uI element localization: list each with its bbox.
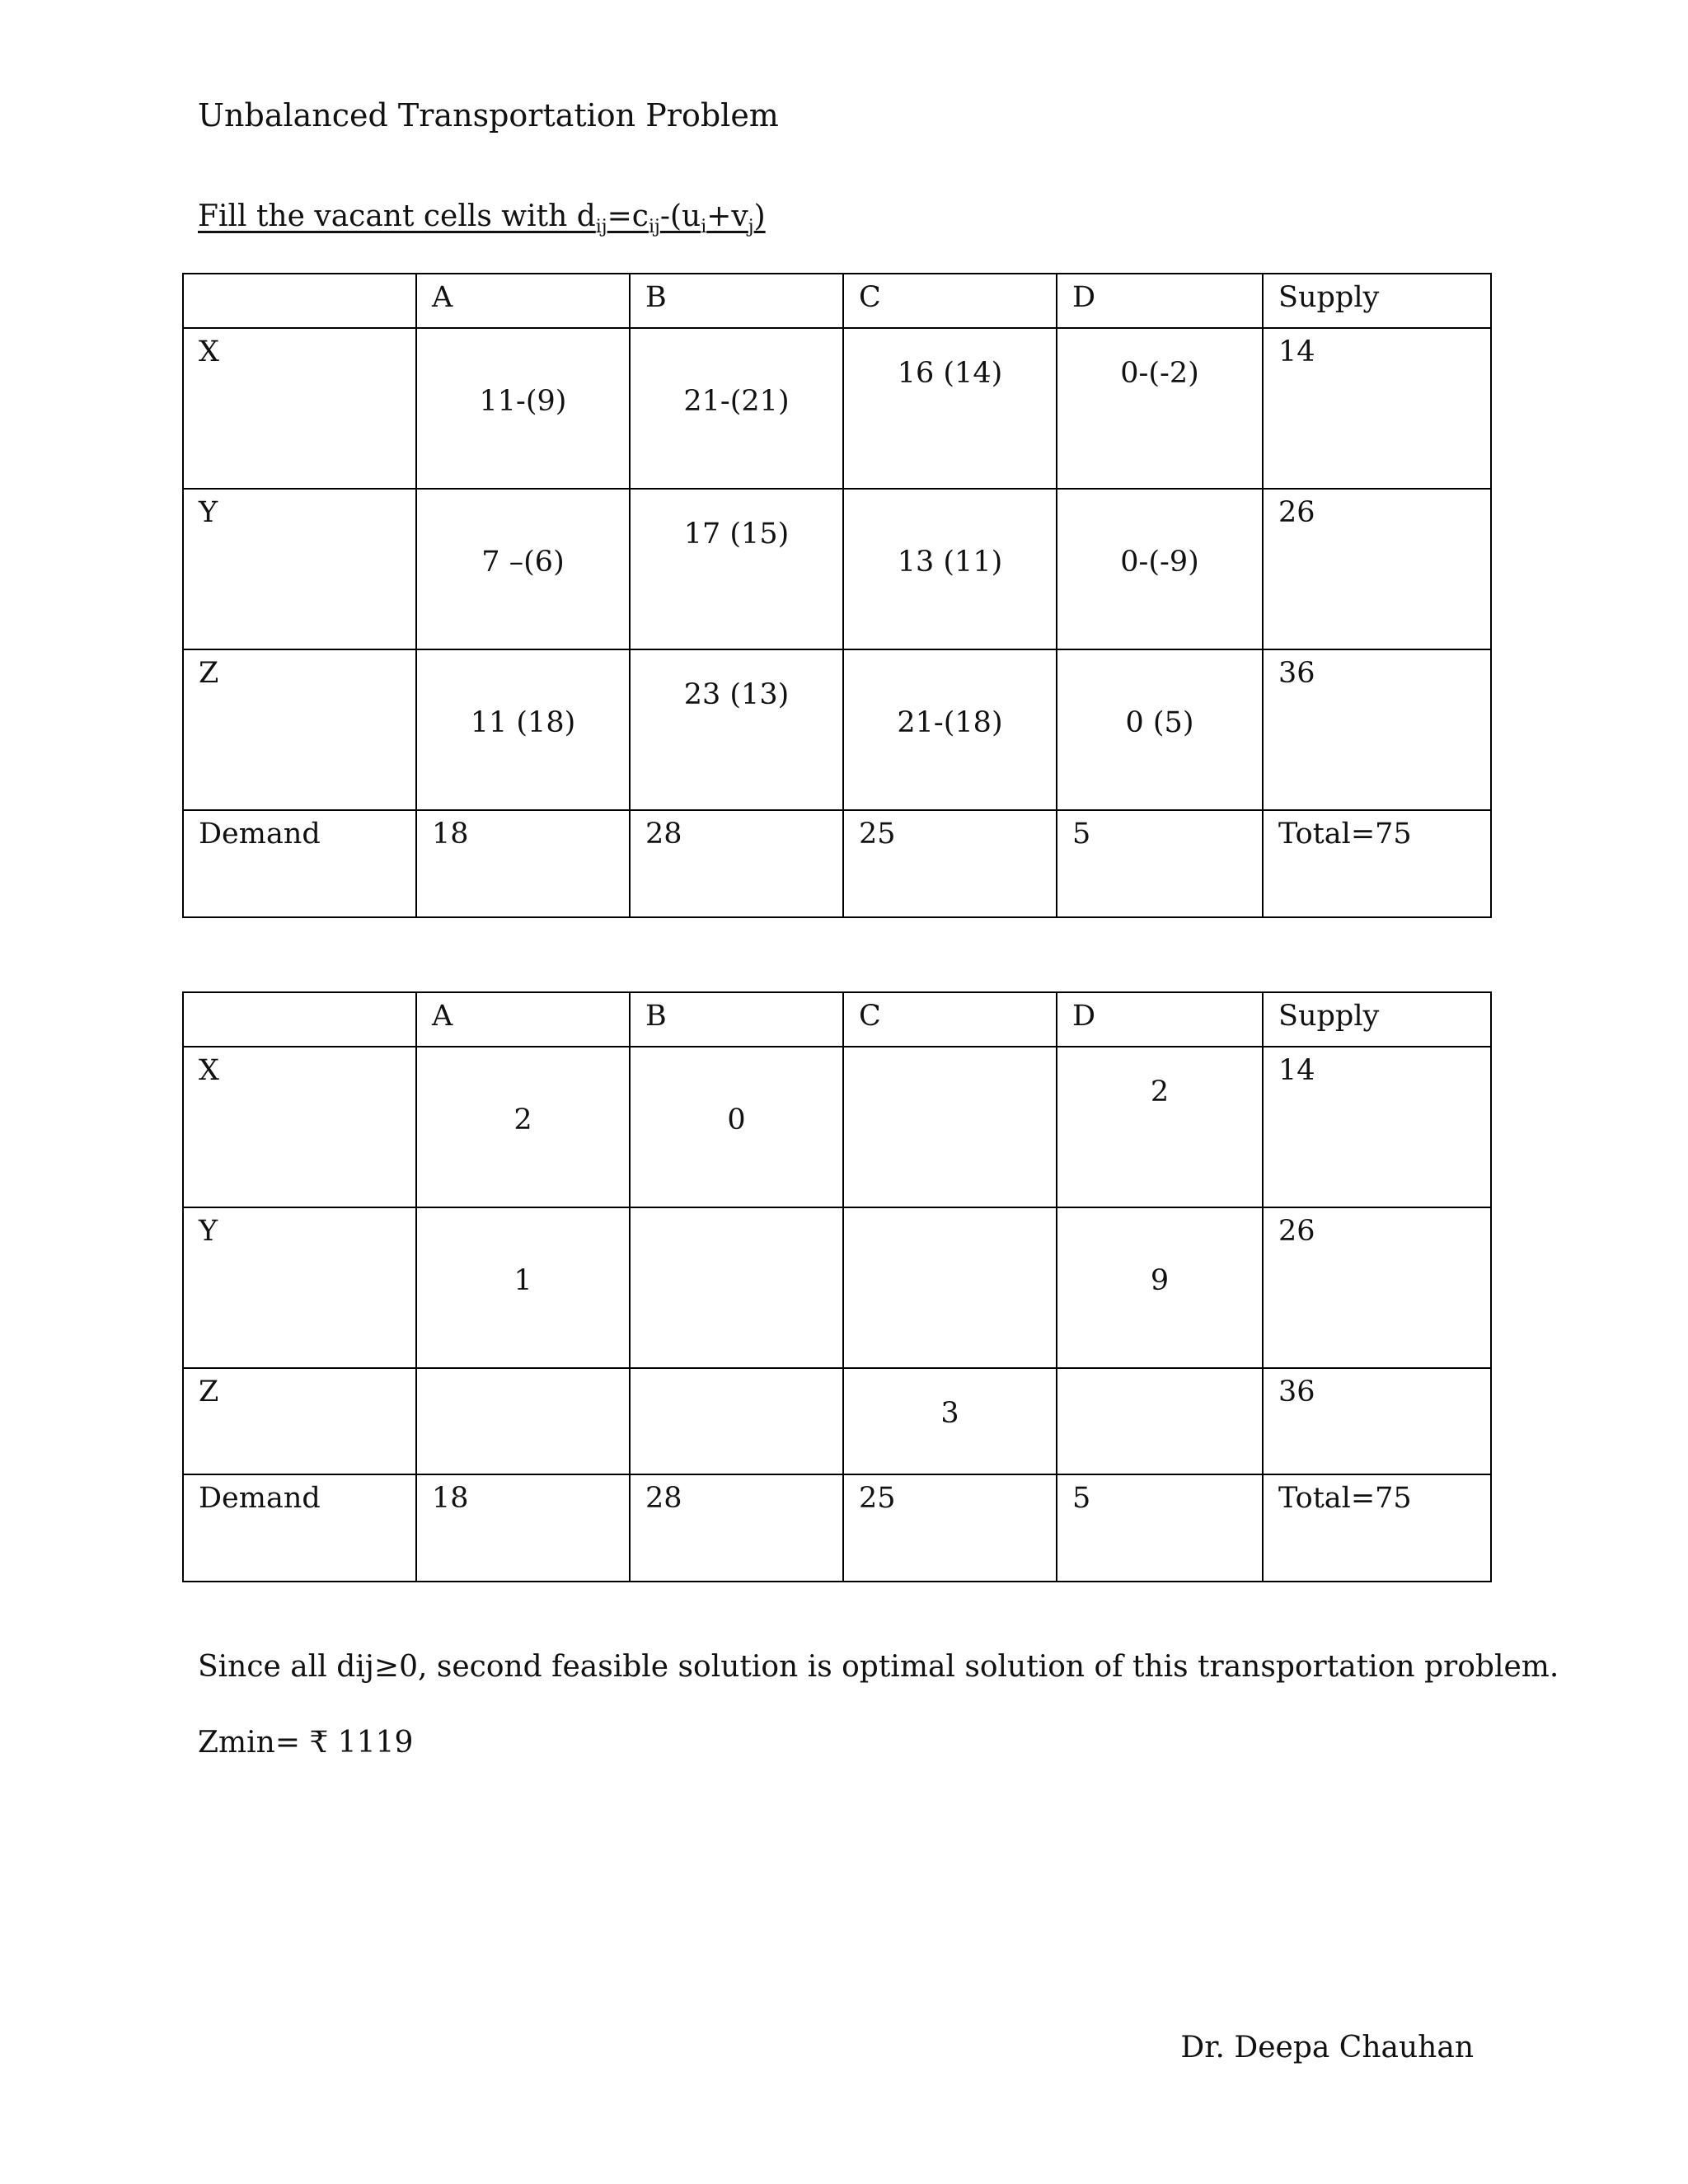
cell-value: 2 <box>513 1104 532 1137</box>
table-initial-solution <box>182 273 1492 918</box>
column-header: Supply <box>1278 281 1380 314</box>
demand-label: Demand <box>199 1482 321 1515</box>
cell-value: 11-(9) <box>479 385 567 418</box>
table-row <box>183 1047 1491 1207</box>
cell-value: 21-(18) <box>897 706 1003 739</box>
supply-value: 36 <box>1278 1376 1315 1408</box>
header-cell <box>416 992 630 1047</box>
cell-value: 2 <box>1150 1076 1170 1108</box>
zmin-result: Zmin= ₹ 1119 <box>198 1726 414 1760</box>
column-header: Supply <box>1278 1000 1380 1033</box>
supply-value: 26 <box>1278 496 1315 529</box>
row-label: Z <box>199 657 219 690</box>
cell-value: 1 <box>513 1264 532 1297</box>
total-value: Total=75 <box>1278 818 1412 851</box>
demand-row <box>183 1474 1491 1582</box>
cell-value: 7 –(6) <box>481 546 565 579</box>
supply-value: 14 <box>1278 335 1315 368</box>
total-value: Total=75 <box>1278 1482 1412 1515</box>
column-header: D <box>1072 281 1096 314</box>
demand-value: 28 <box>645 818 682 851</box>
row-label: Y <box>199 496 218 529</box>
supply-value: 26 <box>1278 1215 1315 1248</box>
page-title: Unbalanced Transportation Problem <box>198 97 779 134</box>
corner-cell <box>183 274 416 328</box>
demand-value: 28 <box>645 1482 682 1515</box>
cell-value: 13 (11) <box>897 546 1003 579</box>
row-label: X <box>199 1054 219 1087</box>
cell-value: 0 (5) <box>1125 706 1194 739</box>
table-row <box>183 489 1491 649</box>
table-header-row <box>183 992 1491 1047</box>
instruction: Fill the vacant cells with $d_{ij}=c_{ij}-(u_i+v_j)$ <box>198 199 766 238</box>
table-row <box>183 1368 1491 1474</box>
column-header: A <box>432 1000 453 1033</box>
header-cell <box>843 992 1057 1047</box>
header-cell <box>630 992 843 1047</box>
cell-value: 17 (15) <box>683 518 790 551</box>
demand-value: 5 <box>1072 818 1091 851</box>
column-header: B <box>645 281 667 314</box>
column-header: D <box>1072 1000 1096 1033</box>
header-cell <box>630 274 843 328</box>
table-row <box>183 1207 1491 1368</box>
header-cell <box>1057 992 1263 1047</box>
demand-value: 25 <box>859 1482 896 1515</box>
header-cell <box>416 274 630 328</box>
conclusion-text: Since all dij≥0, second feasible solution is optimal solution of this transportation problem. <box>198 1650 1559 1684</box>
header-cell <box>1263 274 1491 328</box>
row-label: Z <box>199 1376 219 1408</box>
cell-value: 23 (13) <box>683 678 790 711</box>
supply-value: 36 <box>1278 657 1315 690</box>
supply-value: 14 <box>1278 1054 1315 1087</box>
corner-cell <box>183 992 416 1047</box>
cell-value: 0-(-9) <box>1120 546 1199 579</box>
header-cell <box>1263 992 1491 1047</box>
cell-value: 0 <box>727 1104 746 1137</box>
cell-value: 21-(21) <box>683 385 790 418</box>
table-final-solution <box>182 991 1492 1582</box>
cell-value: 16 (14) <box>897 357 1003 390</box>
demand-label: Demand <box>199 818 321 851</box>
demand-value: 25 <box>859 818 896 851</box>
row-label: X <box>199 335 219 368</box>
column-header: A <box>432 281 453 314</box>
table-header-row <box>183 274 1491 328</box>
cell-value: 0-(-2) <box>1120 357 1199 390</box>
column-header: C <box>859 281 881 314</box>
author-name: Dr. Deepa Chauhan <box>1180 2031 1474 2064</box>
cell-value: 3 <box>940 1397 959 1430</box>
header-cell <box>1057 274 1263 328</box>
column-header: C <box>859 1000 881 1033</box>
row-label: Y <box>199 1215 218 1248</box>
demand-row <box>183 810 1491 917</box>
cell-value: 11 (18) <box>470 706 576 739</box>
table-row <box>183 328 1491 489</box>
demand-value: 18 <box>432 1482 469 1515</box>
demand-value: 18 <box>432 818 469 851</box>
cell-value: 9 <box>1150 1264 1170 1297</box>
column-header: B <box>645 1000 667 1033</box>
demand-value: 5 <box>1072 1482 1091 1515</box>
header-cell <box>843 274 1057 328</box>
table-row <box>183 649 1491 810</box>
